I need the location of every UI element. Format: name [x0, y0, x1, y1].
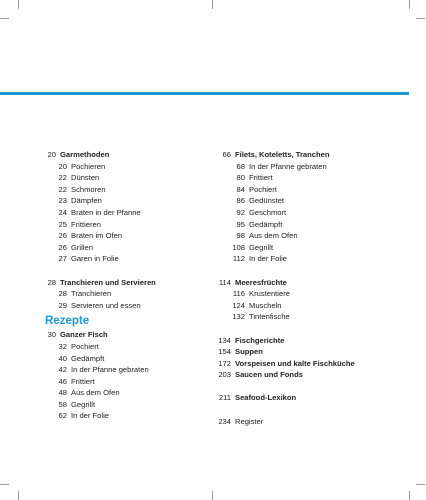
toc-left-column [40, 149, 225, 422]
toc-subentry[interactable] [218, 311, 418, 323]
page-number: 20 [47, 150, 56, 159]
page-number: 24 [58, 207, 67, 217]
toc-subentry[interactable] [40, 410, 225, 422]
crop-mark [212, 0, 213, 9]
toc-entry[interactable] [218, 416, 418, 428]
spacer [40, 265, 225, 277]
entry-title: Suppen [235, 347, 263, 357]
toc-subentry[interactable] [40, 376, 225, 388]
crop-mark [409, 491, 410, 500]
entry-title: Frittiert [249, 173, 273, 183]
toc-entry[interactable] [40, 149, 225, 161]
spacer [218, 265, 418, 277]
page-number: 134 [218, 335, 231, 345]
entry-title: Krustentiere [249, 289, 290, 299]
page-number: 28 [47, 277, 56, 287]
spacer [218, 323, 418, 335]
page-number: 28 [58, 289, 67, 299]
entry-title: Filets, Koteletts, Tranchen [235, 150, 330, 159]
entry-title: Tranchieren [71, 289, 112, 299]
page-number: 108 [232, 242, 245, 252]
page-number: 42 [58, 365, 67, 375]
entry-title: Gegrillt [71, 399, 96, 409]
page-number: 30 [47, 330, 56, 340]
toc-subentry[interactable] [40, 242, 225, 254]
entry-title: Register [235, 416, 264, 426]
toc-subentry[interactable] [40, 288, 225, 300]
entry-title: In der Folie [249, 254, 287, 264]
page-number: 27 [58, 254, 67, 264]
accent-rule [0, 92, 409, 95]
page-number: 203 [218, 370, 231, 380]
toc-subentry[interactable] [218, 253, 418, 265]
entry-title: Gedämpft [71, 353, 105, 363]
toc-subentry[interactable] [218, 288, 418, 300]
toc-subentry[interactable] [40, 219, 225, 231]
entry-title: Braten in der Pfanne [71, 207, 141, 217]
entry-title: Tintenfische [249, 312, 290, 322]
crop-mark [212, 491, 213, 500]
page-number: 84 [236, 184, 245, 194]
entry-title: Pochieren [71, 161, 106, 171]
toc-subentry[interactable] [218, 161, 418, 173]
toc-entry[interactable] [40, 277, 225, 289]
page-number: 112 [232, 254, 245, 264]
toc-subentry[interactable] [40, 172, 225, 184]
toc-subentry[interactable] [218, 242, 418, 254]
page-number: 40 [58, 353, 67, 363]
entry-title: Gegrillt [249, 242, 274, 252]
toc-entry[interactable] [218, 277, 418, 289]
toc-subentry[interactable] [218, 230, 418, 242]
toc-entry[interactable] [218, 358, 418, 370]
entry-title: Dünsten [71, 173, 100, 183]
entry-title: Ganzer Fisch [60, 330, 108, 340]
crop-mark [409, 0, 410, 9]
page-number: 68 [236, 161, 245, 171]
crop-mark [416, 18, 425, 19]
toc-subentry[interactable] [40, 253, 225, 265]
toc-subentry[interactable] [218, 184, 418, 196]
entry-title: Aus dem Ofen [71, 388, 120, 398]
entry-title: Aus dem Ofen [249, 231, 298, 241]
toc-subentry[interactable] [218, 207, 418, 219]
entry-title: In der Pfanne gebraten [71, 365, 149, 375]
page-number: 92 [236, 207, 245, 217]
spacer [218, 404, 418, 416]
entry-title: Servieren und essen [71, 300, 141, 310]
toc-section-main-dishes [218, 335, 418, 381]
toc-section-lexikon [218, 392, 418, 404]
spacer [218, 381, 418, 393]
toc-right-column [218, 149, 418, 427]
entry-title: Braten im Ofen [71, 231, 123, 241]
page-number: 22 [58, 173, 67, 183]
toc-entry[interactable] [218, 335, 418, 347]
entry-title: Grillen [71, 242, 93, 252]
page-number: 211 [218, 393, 231, 403]
entry-title: Dämpfen [71, 196, 102, 206]
toc-entry[interactable] [218, 346, 418, 358]
page-number: 154 [218, 347, 231, 357]
entry-title: Vorspeisen und kalte Fischküche [235, 358, 355, 368]
toc-entry[interactable] [218, 369, 418, 381]
crop-mark [18, 491, 19, 500]
page-number: 80 [236, 173, 245, 183]
toc-subentry[interactable] [40, 184, 225, 196]
entry-title: Schmoren [71, 184, 106, 194]
entry-title: Gedämpft [249, 219, 283, 229]
page-number: 32 [58, 341, 67, 351]
entry-title: Muscheln [249, 300, 282, 310]
entry-title: Seafood-Lexikon [235, 393, 297, 403]
page-number: 58 [58, 399, 67, 409]
toc-subentry[interactable] [218, 219, 418, 231]
entry-title: Saucen und Fonds [235, 370, 303, 380]
toc-subentry[interactable] [40, 300, 225, 312]
toc-subentry[interactable] [40, 387, 225, 399]
page-number: 29 [58, 300, 67, 310]
page-number: 172 [218, 358, 231, 368]
page-number: 66 [222, 150, 231, 159]
toc-section-garmethoden [40, 149, 225, 265]
page-number: 62 [58, 411, 67, 421]
toc-subentry[interactable] [218, 195, 418, 207]
page-number: 48 [58, 388, 67, 398]
page-number: 114 [218, 277, 231, 287]
entry-title: Pochiert [249, 184, 277, 194]
toc-section-register [218, 416, 418, 428]
toc-section-tranchieren [40, 277, 225, 312]
toc-section-meeresfruechte [218, 277, 418, 323]
page-number: 22 [58, 184, 67, 194]
toc-entry[interactable] [218, 392, 418, 404]
toc-subentry[interactable] [40, 195, 225, 207]
page-number: 25 [58, 219, 67, 229]
entry-title: Geschmort [249, 207, 287, 217]
toc-subentry[interactable] [40, 341, 225, 353]
entry-title: Pochiert [71, 341, 99, 351]
toc-entry[interactable] [40, 329, 225, 341]
recipes-heading: Rezepte [45, 315, 90, 328]
entry-title: Garen in Folie [71, 254, 119, 264]
entry-title: Garmethoden [60, 150, 110, 159]
page-number: 98 [236, 231, 245, 241]
toc-subentry[interactable] [218, 172, 418, 184]
page-number: 124 [232, 300, 245, 310]
crop-mark [416, 484, 425, 485]
toc-section-filets [218, 149, 418, 265]
page-number: 26 [58, 242, 67, 252]
entry-title: Meeresfrüchte [235, 277, 287, 287]
entry-title: Frittieren [71, 219, 101, 229]
page-number: 86 [236, 196, 245, 206]
page-number: 46 [58, 376, 67, 386]
toc-subentry[interactable] [218, 300, 418, 312]
entry-title: Tranchieren und Servieren [60, 277, 156, 287]
page-number: 132 [232, 312, 245, 322]
toc-subentry[interactable] [40, 364, 225, 376]
crop-mark [0, 18, 9, 19]
page-number: 23 [58, 196, 67, 206]
toc-subentry[interactable] [40, 353, 225, 365]
page-number: 20 [58, 161, 67, 171]
page-number: 26 [58, 231, 67, 241]
toc-subentry[interactable] [40, 399, 225, 411]
page-number: 116 [232, 289, 245, 299]
crop-mark [18, 0, 19, 9]
crop-mark [0, 484, 9, 485]
entry-title: In der Pfanne gebraten [249, 161, 327, 171]
entry-title: In der Folie [71, 411, 109, 421]
entry-title: Frittiert [71, 376, 95, 386]
toc-subentry[interactable] [40, 161, 225, 173]
entry-title: Gedünstet [249, 196, 285, 206]
page-number: 95 [236, 219, 245, 229]
entry-title: Fischgerichte [235, 335, 285, 345]
toc-subentry[interactable] [40, 230, 225, 242]
page-number: 234 [218, 416, 231, 426]
toc-entry[interactable] [218, 149, 418, 161]
toc-subentry[interactable] [40, 207, 225, 219]
toc-section-ganzer-fisch [40, 329, 225, 422]
